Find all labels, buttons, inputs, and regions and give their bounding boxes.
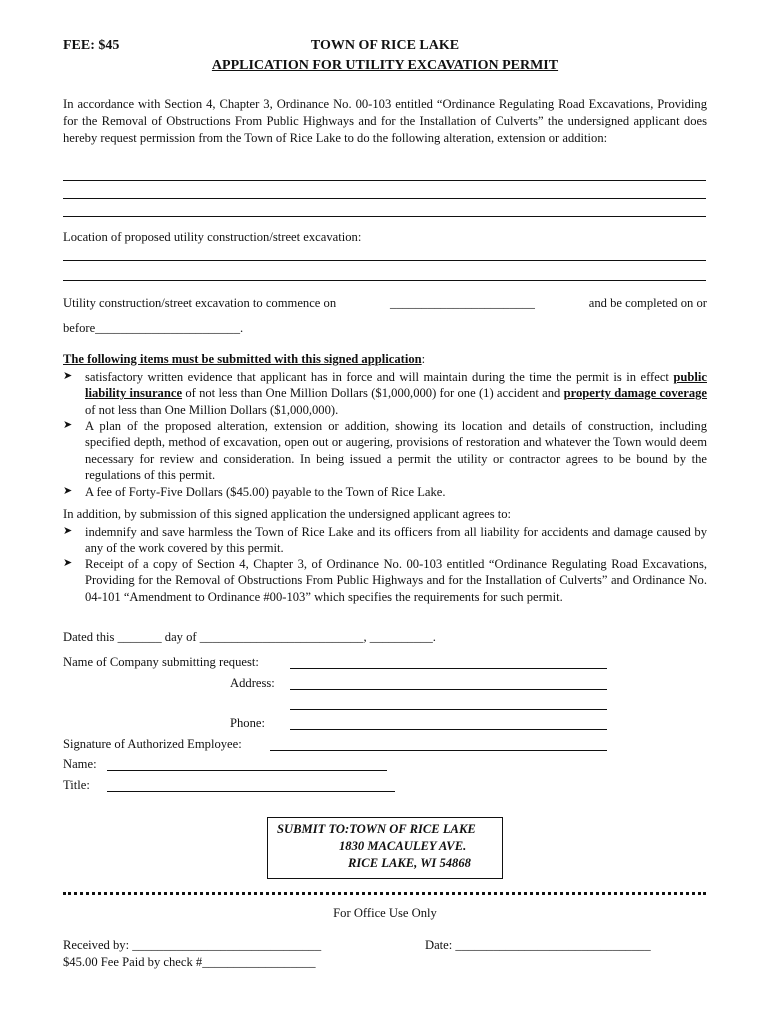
location-line-1[interactable] (63, 260, 706, 261)
additional-item2-text: Receipt of a copy of Section 4, Chapter 3, of Ordinance No. 00-103 entitled “Ordinance Regulating Road Excavations, Providing for the Removal of Obstructions From Public Highways and for the Installation of Culverts” and Ordinance No. 04-101 “Amendment to Ordinance #00-103” which specifies the requirements for such permit. (85, 557, 707, 604)
completion-date-field[interactable]: before_______________________. (63, 321, 244, 335)
address-label: Address: (230, 676, 275, 690)
intro-paragraph: In accordance with Section 4, Chapter 3, Ordinance No. 00-103 entitled “Ordinance Regulating Road Excavations, Providing for the Removal of Obstructions From Public Highways and for the Installation of Culverts” the undersigned applicant does hereby request permission from the Town of Rice Lake to do the following alteration, extension or addition: (63, 97, 707, 145)
arrow-bullet-icon: ➤ (63, 525, 73, 537)
received-by-field[interactable]: Received by: ______________________________ (63, 938, 322, 952)
arrow-bullet-icon: ➤ (63, 557, 73, 569)
fee-label: FEE: $45 (63, 38, 120, 53)
title-label: Title: (63, 778, 90, 792)
arrow-bullet-icon: ➤ (63, 485, 73, 497)
submit-line-1: SUBMIT TO:TOWN OF RICE LAKE (277, 822, 476, 836)
item1-liability: public liability insurance (85, 370, 707, 401)
item3-text: A fee of Forty-Five Dollars ($45.00) payable to the Town of Rice Lake. (85, 485, 446, 499)
address-field-2[interactable] (290, 709, 607, 710)
office-date-field[interactable]: Date: _______________________________ (425, 938, 651, 952)
list-item (63, 369, 707, 418)
town-name: TOWN OF RICE LAKE (310, 38, 460, 53)
office-use-heading: For Office Use Only (333, 906, 437, 920)
commence-label: Utility construction/street excavation to commence on (63, 296, 337, 310)
description-line-2[interactable] (63, 198, 706, 199)
phone-field[interactable] (290, 729, 607, 730)
dated-field[interactable]: Dated this _______ day of __________________________, __________. (63, 630, 436, 644)
dotted-divider (63, 892, 706, 895)
item2-text: A plan of the proposed alteration, extension or addition, showing its location and details of construction, including specified depth, method of excavation, open out or augering, provisions of restoration and whatever the Town would deem necessary for review and consideration. In being issued a permit the utility or contractor agrees to be bound by the regulations of this permit. (85, 419, 707, 482)
list-item (63, 418, 707, 483)
additional-item1-text: indemnify and save harmless the Town of Rice Lake and its officers from all liability for accidents and damage caused by any of the work covered by this permit. (85, 525, 707, 556)
arrow-bullet-icon: ➤ (63, 419, 73, 431)
list-item (63, 556, 707, 605)
page-title: APPLICATION FOR UTILITY EXCAVATION PERMIT (211, 58, 559, 73)
signature-label: Signature of Authorized Employee: (63, 737, 242, 751)
additional-intro: In addition, by submission of this signed application the undersigned applicant agrees to: (63, 507, 512, 521)
name-label: Name: (63, 757, 97, 771)
arrow-bullet-icon: ➤ (63, 370, 73, 382)
company-name-field[interactable] (290, 668, 607, 669)
title-field[interactable] (107, 791, 395, 792)
required-items-heading-text: The following items must be submitted with this signed application (63, 352, 422, 366)
description-line-1[interactable] (63, 180, 706, 181)
phone-label: Phone: (230, 716, 265, 730)
item1-text-c: of not less than One Million Dollars ($1,000,000) for one (1) accident and (182, 386, 564, 401)
completion-label: and be completed on or (588, 296, 707, 310)
signature-field[interactable] (270, 750, 607, 751)
commence-date-field[interactable]: _______________________ (390, 296, 535, 310)
item1-text-e: of not less than One Million Dollars ($1,000,000). (85, 402, 339, 417)
submit-address-box (267, 817, 503, 879)
name-field[interactable] (107, 770, 387, 771)
item1-property: property damage coverage (563, 386, 708, 401)
description-line-3[interactable] (63, 216, 706, 217)
submit-line-2: 1830 MACAULEY AVE. (339, 839, 467, 853)
commence-row (63, 296, 707, 311)
item1-text-a: satisfactory written evidence that applicant has in force and will maintain during the time the permit is in effect (85, 370, 674, 384)
fee-paid-field[interactable]: $45.00 Fee Paid by check #__________________ (63, 955, 316, 969)
submit-line-3: RICE LAKE, WI 54868 (348, 856, 471, 870)
location-label: Location of proposed utility construction/street excavation: (63, 230, 362, 244)
list-item (63, 524, 707, 557)
address-field-1[interactable] (290, 689, 607, 690)
company-label: Name of Company submitting request: (63, 655, 259, 669)
heading-colon: : (421, 352, 426, 366)
list-item (63, 484, 707, 500)
required-items-heading (63, 352, 425, 367)
location-line-2[interactable] (63, 280, 706, 281)
